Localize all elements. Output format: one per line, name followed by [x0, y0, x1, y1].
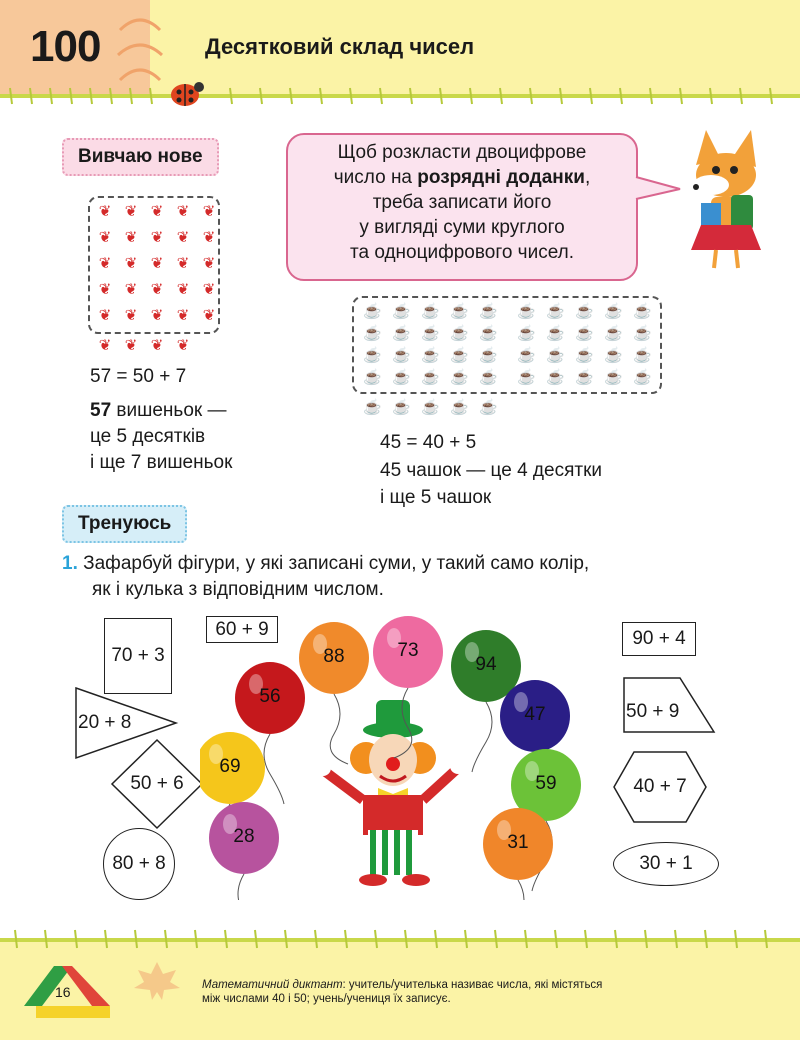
cup-grid-right [512, 302, 657, 390]
cherry-equation: 57 = 50 + 7 [90, 366, 187, 387]
cherry-icon: ❦ [124, 281, 138, 298]
cup-icon: ☕ [604, 369, 623, 386]
cup-icon: ☕ [363, 399, 382, 416]
balloon-string [394, 688, 412, 758]
bubble-line: у вигляді суми круглого [359, 217, 565, 238]
grass-border-bottom [0, 928, 800, 950]
cherry-icon: ❦ [124, 229, 138, 246]
cup-icon: ☕ [604, 325, 623, 342]
cherry-icon: ❦ [98, 307, 112, 324]
rectangle-shape[interactable]: 90 + 4 [622, 622, 696, 656]
cup-icon: ☕ [450, 369, 469, 386]
cup-icon: ☕ [363, 303, 382, 320]
cherry-icon: ❦ [150, 229, 164, 246]
cup-grid-left [358, 302, 503, 390]
cherry-icon: ❦ [176, 281, 190, 298]
curl-decoration-icon [110, 10, 170, 90]
exercise-1-text: 1. Зафарбуй фігури, у які записані суми, у такий само колір, як і кулька з відповідним числом. [62, 553, 590, 600]
lesson-title: Десятковий склад чисел [205, 34, 475, 59]
balloon-number: 59 [535, 773, 557, 794]
cup-icon: ☕ [421, 399, 440, 416]
cup-icon: ☕ [479, 325, 498, 342]
cup-icon: ☕ [575, 303, 594, 320]
fox-character-icon [676, 125, 776, 270]
balloon-number: 28 [233, 826, 255, 847]
cup-icon: ☕ [575, 347, 594, 364]
cup-icon: ☕ [450, 347, 469, 364]
cherry-icon: ❦ [98, 203, 112, 220]
cup-icon: ☕ [546, 369, 565, 386]
cup-icon: ☕ [421, 369, 440, 386]
rectangle-shape[interactable]: 60 + 9 [206, 616, 278, 643]
cherry-icon: ❦ [176, 337, 190, 354]
cup-equation: 45 = 40 + 5 [380, 432, 477, 453]
balloon-number: 73 [397, 640, 419, 661]
cup-icon: ☕ [575, 325, 594, 342]
cup-icon: ☕ [421, 303, 440, 320]
cup-icon: ☕ [392, 399, 411, 416]
rhombus-label: 50 + 6 [130, 773, 184, 794]
cup-explanation-line: і ще 5 чашок [380, 487, 492, 508]
balloon-number: 47 [524, 704, 546, 725]
cherry-icon: ❦ [124, 307, 138, 324]
cherry-icon: ❦ [124, 255, 138, 272]
maple-leaf-icon [132, 960, 182, 1002]
cup-icon: ☕ [363, 369, 382, 386]
cup-icon: ☕ [633, 347, 652, 364]
cup-icon: ☕ [450, 303, 469, 320]
cup-icon: ☕ [479, 303, 498, 320]
bubble-line: та одноцифрового чисел. [349, 242, 574, 263]
cherry-icon: ❦ [150, 337, 164, 354]
cherry-icon: ❦ [98, 281, 112, 298]
cup-icon: ☕ [546, 347, 565, 364]
cherry-icon: ❦ [124, 337, 138, 354]
cup-icon: ☕ [633, 369, 652, 386]
cherry-explanation-line: і ще 7 вишеньок [90, 452, 233, 473]
cup-icon: ☕ [517, 369, 536, 386]
cherry-icon: ❦ [150, 281, 164, 298]
cherry-icon: ❦ [150, 307, 164, 324]
bubble-line: треба записати його [372, 192, 552, 213]
cherry-icon: ❦ [98, 229, 112, 246]
cup-icon: ☕ [363, 347, 382, 364]
cup-icon: ☕ [392, 325, 411, 342]
cup-ones-row [358, 398, 503, 420]
cup-icon: ☕ [479, 347, 498, 364]
cup-explanation-line: 45 чашок — це 4 десятки [380, 460, 602, 481]
cup-icon: ☕ [479, 369, 498, 386]
cup-icon: ☕ [546, 325, 565, 342]
cherry-icon: ❦ [202, 203, 216, 220]
balloon-string [504, 880, 524, 900]
page-number: 16 [55, 984, 71, 1000]
cup-icon: ☕ [392, 369, 411, 386]
practice-badge: Тренуюсь [62, 505, 187, 543]
balloon-number: 69 [219, 756, 241, 777]
cup-icon: ☕ [421, 347, 440, 364]
cherry-icon: ❦ [202, 281, 216, 298]
cherry-ones-row [92, 336, 274, 360]
cup-icon: ☕ [450, 399, 469, 416]
balloon-string [472, 702, 492, 772]
exercise-number: 1. [62, 553, 78, 574]
oval-shape[interactable]: 30 + 1 [613, 842, 719, 886]
balloon-number: 56 [259, 686, 281, 707]
cherry-explanation-line: 57 вишеньок — [90, 400, 227, 421]
cherry-icon: ❦ [124, 203, 138, 220]
cherry-icon: ❦ [176, 255, 190, 272]
ladybug-icon [165, 78, 205, 108]
cup-icon: ☕ [479, 399, 498, 416]
lesson-number: 100 [30, 22, 101, 71]
bubble-line: число на розрядні доданки, [333, 167, 591, 188]
cup-icon: ☕ [421, 325, 440, 342]
cup-icon: ☕ [575, 369, 594, 386]
cup-icon: ☕ [363, 325, 382, 342]
bold-term: розрядні доданки [417, 167, 585, 188]
balloon-string [330, 694, 348, 764]
balloon-number: 88 [323, 646, 345, 667]
balloon-string [264, 734, 284, 804]
cherry-icon: ❦ [176, 307, 190, 324]
cup-icon: ☕ [450, 325, 469, 342]
triangle-label: 20 + 8 [78, 712, 132, 733]
balloon-number: 94 [475, 654, 497, 675]
cherry-icon: ❦ [202, 229, 216, 246]
cherry-icon: ❦ [202, 255, 216, 272]
cherry-icon: ❦ [98, 337, 112, 354]
cherry-icon: ❦ [176, 229, 190, 246]
cup-icon: ☕ [517, 325, 536, 342]
cherry-explanation-line: це 5 десятків [90, 426, 206, 447]
hexagon-label: 40 + 7 [633, 776, 687, 797]
footer-note: Математичний диктант: учитель/учителька називає числа, які містяться між числами 40 і 50; учень/учениця їх записує. [202, 979, 603, 1005]
cup-icon: ☕ [604, 347, 623, 364]
grass-border-top [0, 86, 800, 108]
cherry-grid [92, 202, 222, 332]
circle-shape[interactable]: 80 + 8 [103, 828, 175, 900]
trapezoid-label: 50 + 9 [626, 701, 680, 722]
cherry-icon: ❦ [150, 203, 164, 220]
balloon-number: 31 [507, 832, 529, 853]
cup-icon: ☕ [392, 347, 411, 364]
cup-icon: ☕ [633, 303, 652, 320]
rule-speech-bubble [286, 133, 638, 281]
cherry-icon: ❦ [202, 307, 216, 324]
balloon-string [238, 874, 258, 900]
square-shape[interactable]: 70 + 3 [104, 618, 172, 694]
cup-icon: ☕ [392, 303, 411, 320]
cup-icon: ☕ [633, 325, 652, 342]
cherry-icon: ❦ [176, 203, 190, 220]
cherry-icon: ❦ [98, 255, 112, 272]
learn-badge: Вивчаю нове [62, 138, 219, 176]
cherry-icon: ❦ [150, 255, 164, 272]
cup-icon: ☕ [517, 303, 536, 320]
cup-icon: ☕ [546, 303, 565, 320]
cup-icon: ☕ [517, 347, 536, 364]
bubble-line: Щоб розкласти двоцифрове [337, 142, 587, 163]
cup-icon: ☕ [604, 303, 623, 320]
